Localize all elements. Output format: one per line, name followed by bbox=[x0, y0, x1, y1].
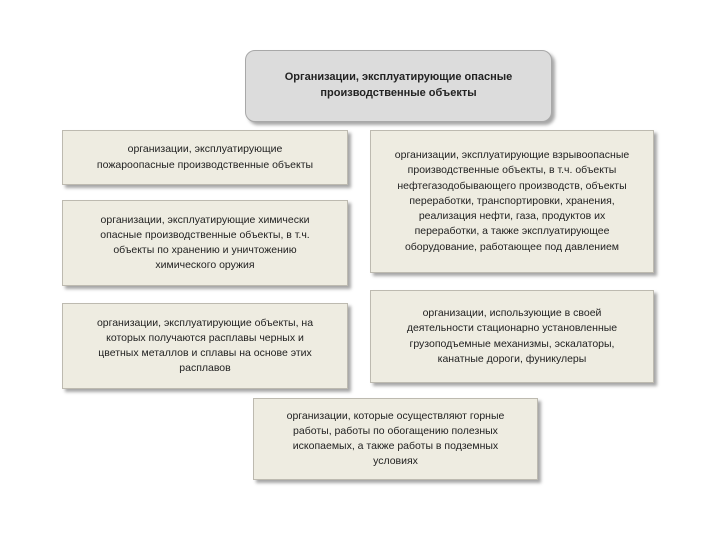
lifting-mechanisms-orgs-box: организации, использующие в своей деятельности стационарно установленные грузоподъемные механизмы, эскалаторы, канатные дороги, фуникулеры bbox=[370, 290, 654, 383]
diagram-title-box: Организации, эксплуатирующие опасные производственные объекты bbox=[245, 50, 552, 122]
mining-orgs-box: организации, которые осуществляют горные работы, работы по обогащению полезных ископаемых, а также работы в подземных условиях bbox=[253, 398, 538, 480]
explosion-hazard-orgs-box: организации, эксплуатирующие взрывоопасные производственные объекты, в т.ч. объекты нефтегазодобывающего производств, объекты переработки, транспортировки, хранения, реализация нефти, газа, продуктов их переработки, а также эксплуатирующее оборудование, работающее под давлением bbox=[370, 130, 654, 273]
metal-melt-orgs-box: организации, эксплуатирующие объекты, на которых получаются расплавы черных и цветных металлов и сплавы на основе этих расплавов bbox=[62, 303, 348, 389]
fire-hazard-orgs-box: организации, эксплуатирующие пожароопасные производственные объекты bbox=[62, 130, 348, 185]
chemical-hazard-orgs-box: организации, эксплуатирующие химически опасные производственные объекты, в т.ч. объекты по хранению и уничтожению химического оружия bbox=[62, 200, 348, 286]
